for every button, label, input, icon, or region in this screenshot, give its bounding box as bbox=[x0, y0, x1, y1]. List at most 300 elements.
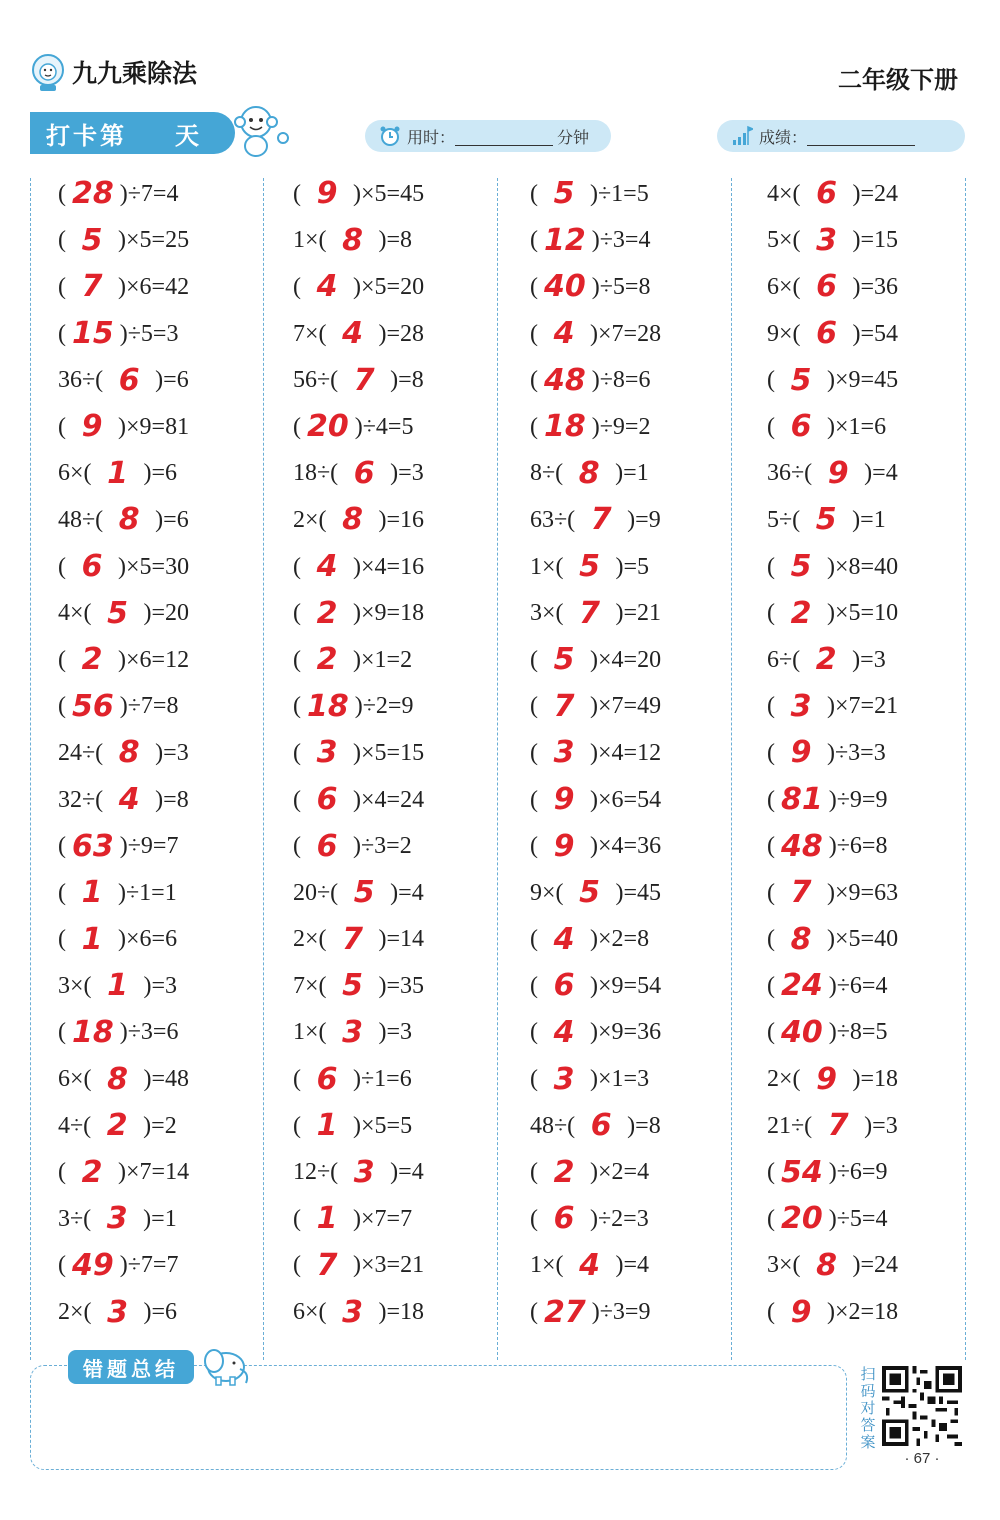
answer-handwritten[interactable]: 2 bbox=[106, 1108, 128, 1144]
exercise-prefix: 1×( bbox=[293, 227, 333, 254]
exercise-row bbox=[767, 684, 997, 731]
answer-handwritten[interactable]: 27 bbox=[544, 1294, 586, 1330]
answer-handwritten[interactable]: 5 bbox=[342, 968, 363, 1004]
scan-answer-label: 扫码对答案 bbox=[860, 1365, 876, 1451]
answer-handwritten[interactable]: 18 bbox=[72, 1014, 114, 1050]
answer-handwritten[interactable]: 7 bbox=[579, 595, 600, 631]
exercise-suffix: )×7=7 bbox=[347, 1205, 413, 1232]
answer-handwritten[interactable]: 7 bbox=[827, 1108, 849, 1144]
exercise-prefix: ( bbox=[293, 1205, 307, 1232]
exercise-prefix: 1×( bbox=[293, 1019, 333, 1046]
monkey-mascot-icon bbox=[230, 100, 292, 162]
exercise-prefix: 1×( bbox=[530, 553, 570, 580]
exercise-prefix: ( bbox=[530, 413, 544, 440]
exercise-row bbox=[530, 777, 760, 824]
exercise-prefix: ( bbox=[767, 972, 781, 999]
exercise-row bbox=[58, 264, 288, 311]
exercise-suffix: )=5 bbox=[609, 553, 650, 580]
exercise-row bbox=[530, 823, 760, 870]
answer-handwritten[interactable]: 24 bbox=[781, 968, 823, 1004]
answer-handwritten[interactable]: 48 bbox=[544, 362, 586, 398]
answer-handwritten[interactable]: 20 bbox=[307, 409, 349, 445]
exercise-row bbox=[767, 1056, 997, 1103]
exercise-suffix: )=36 bbox=[846, 273, 899, 300]
exercise-suffix: )÷1=1 bbox=[112, 879, 177, 906]
exercise-row bbox=[767, 1243, 997, 1290]
answer-handwritten[interactable]: 6 bbox=[353, 455, 375, 491]
exercise-prefix: ( bbox=[767, 739, 781, 766]
answer-handwritten[interactable]: 6 bbox=[816, 316, 837, 352]
time-input[interactable] bbox=[455, 127, 553, 146]
exercise-suffix: )=48 bbox=[137, 1066, 190, 1093]
answer-handwritten[interactable]: 5 bbox=[553, 176, 575, 212]
answer-handwritten[interactable]: 15 bbox=[72, 316, 114, 352]
exercise-row bbox=[58, 777, 288, 824]
exercise-prefix: ( bbox=[58, 1019, 72, 1046]
answer-handwritten[interactable]: 9 bbox=[827, 455, 849, 491]
exercise-suffix: )=16 bbox=[372, 506, 425, 533]
exercise-suffix: )×4=16 bbox=[347, 553, 425, 580]
answer-handwritten[interactable]: 5 bbox=[790, 362, 812, 398]
answer-handwritten[interactable]: 8 bbox=[107, 1061, 128, 1097]
exercise-suffix: )×9=18 bbox=[347, 600, 425, 627]
answer-handwritten[interactable]: 2 bbox=[316, 595, 338, 631]
exercise-row bbox=[58, 171, 288, 218]
exercise-prefix: ( bbox=[530, 1019, 544, 1046]
exercise-row bbox=[767, 1196, 997, 1243]
answer-handwritten[interactable]: 20 bbox=[781, 1201, 823, 1237]
exercise-row bbox=[530, 1196, 760, 1243]
answer-handwritten[interactable]: 2 bbox=[81, 642, 103, 678]
exercise-suffix: )=54 bbox=[846, 320, 899, 347]
answer-handwritten[interactable]: 9 bbox=[316, 176, 338, 212]
exercise-prefix: ( bbox=[767, 600, 781, 627]
exercise-row bbox=[293, 311, 523, 358]
score-input[interactable] bbox=[807, 127, 915, 146]
exercise-suffix: )÷3=9 bbox=[585, 1299, 651, 1326]
answer-handwritten[interactable]: 54 bbox=[781, 1154, 823, 1190]
exercise-prefix: ( bbox=[293, 600, 307, 627]
answer-handwritten[interactable]: 5 bbox=[579, 875, 600, 911]
exercise-prefix: ( bbox=[293, 1112, 307, 1139]
answer-handwritten[interactable]: 7 bbox=[790, 875, 812, 911]
exercise-row bbox=[58, 451, 288, 498]
answer-handwritten[interactable]: 3 bbox=[107, 1294, 128, 1330]
answer-handwritten[interactable]: 9 bbox=[816, 1061, 837, 1097]
answer-handwritten[interactable]: 6 bbox=[118, 362, 140, 398]
answer-handwritten[interactable]: 3 bbox=[342, 1294, 363, 1330]
answer-handwritten[interactable]: 4 bbox=[579, 1247, 600, 1283]
exercise-prefix: ( bbox=[293, 646, 307, 673]
exercise-prefix: ( bbox=[58, 879, 72, 906]
exercise-suffix: )×3=21 bbox=[347, 1252, 425, 1279]
exercise-row bbox=[530, 1289, 760, 1336]
exercise-suffix: )÷3=4 bbox=[585, 227, 651, 254]
exercise-suffix: )×6=6 bbox=[112, 926, 178, 953]
exercise-row bbox=[767, 544, 997, 591]
exercise-prefix: ( bbox=[58, 1159, 72, 1186]
exercise-row bbox=[293, 451, 523, 498]
exercise-suffix: )×9=54 bbox=[584, 972, 662, 999]
answer-handwritten[interactable]: 5 bbox=[553, 642, 575, 678]
answer-handwritten[interactable]: 3 bbox=[816, 222, 837, 258]
exercise-prefix: 12÷( bbox=[293, 1159, 345, 1186]
exercise-row bbox=[58, 1243, 288, 1290]
answer-handwritten[interactable]: 3 bbox=[342, 1014, 363, 1050]
exercise-row bbox=[58, 1196, 288, 1243]
exercise-suffix: )÷9=7 bbox=[113, 833, 179, 860]
exercise-row bbox=[767, 264, 997, 311]
exercise-row bbox=[293, 777, 523, 824]
exercise-suffix: )×5=40 bbox=[821, 926, 899, 953]
exercise-row bbox=[530, 451, 760, 498]
exercise-suffix: )=28 bbox=[372, 320, 425, 347]
answer-handwritten[interactable]: 9 bbox=[790, 1294, 812, 1330]
exercise-suffix: )×2=18 bbox=[821, 1299, 899, 1326]
exercise-suffix: )÷4=5 bbox=[348, 413, 414, 440]
exercise-suffix: )=6 bbox=[149, 506, 189, 533]
exercise-suffix: )×5=25 bbox=[112, 227, 190, 254]
exercise-suffix: )=8 bbox=[384, 367, 424, 394]
exercise-prefix: ( bbox=[58, 180, 72, 207]
exercise-row bbox=[58, 1149, 288, 1196]
answer-handwritten[interactable]: 9 bbox=[81, 409, 103, 445]
exercise-suffix: )÷9=2 bbox=[585, 413, 651, 440]
exercise-suffix: )×1=2 bbox=[347, 646, 413, 673]
answer-handwritten[interactable]: 4 bbox=[118, 782, 140, 818]
exercise-prefix: 32÷( bbox=[58, 786, 110, 813]
exercise-suffix: )÷7=8 bbox=[113, 693, 179, 720]
answer-handwritten[interactable]: 8 bbox=[578, 455, 600, 491]
exercise-prefix: 2×( bbox=[293, 926, 333, 953]
answer-handwritten[interactable]: 12 bbox=[544, 222, 586, 258]
exercise-suffix: )÷5=8 bbox=[585, 273, 651, 300]
exercise-prefix: ( bbox=[530, 273, 544, 300]
exercise-prefix: 2×( bbox=[767, 1066, 807, 1093]
exercise-row bbox=[293, 823, 523, 870]
exercise-suffix: )=15 bbox=[846, 227, 899, 254]
answer-handwritten[interactable]: 4 bbox=[316, 269, 338, 305]
exercise-prefix: 9×( bbox=[767, 320, 807, 347]
exercise-suffix: )=24 bbox=[846, 1252, 899, 1279]
exercise-row bbox=[293, 590, 523, 637]
answer-handwritten[interactable]: 3 bbox=[316, 735, 338, 771]
answer-handwritten[interactable]: 7 bbox=[553, 688, 575, 724]
exercise-prefix: 6×( bbox=[293, 1299, 333, 1326]
exercise-row bbox=[293, 1056, 523, 1103]
answer-handwritten[interactable]: 5 bbox=[815, 502, 837, 538]
exercise-prefix: ( bbox=[58, 926, 72, 953]
exercise-suffix: )×5=5 bbox=[347, 1112, 413, 1139]
exercise-suffix: )=1 bbox=[137, 1205, 177, 1232]
exercise-prefix: 21÷( bbox=[767, 1112, 819, 1139]
exercise-suffix: )×5=30 bbox=[112, 553, 190, 580]
answer-handwritten[interactable]: 1 bbox=[81, 921, 103, 957]
answer-handwritten[interactable]: 6 bbox=[316, 782, 338, 818]
exercise-prefix: ( bbox=[767, 553, 781, 580]
answer-handwritten[interactable]: 1 bbox=[81, 875, 103, 911]
exercise-row bbox=[58, 963, 288, 1010]
exercise-row bbox=[58, 870, 288, 917]
answer-handwritten[interactable]: 1 bbox=[107, 455, 128, 491]
exercise-row bbox=[293, 684, 523, 731]
exercise-prefix: ( bbox=[530, 786, 544, 813]
exercise-suffix: )=1 bbox=[609, 460, 649, 487]
answer-handwritten[interactable]: 3 bbox=[790, 688, 812, 724]
exercise-row bbox=[767, 171, 997, 218]
answer-handwritten[interactable]: 6 bbox=[553, 1201, 575, 1237]
answer-handwritten[interactable]: 2 bbox=[553, 1154, 575, 1190]
exercise-prefix: 56÷( bbox=[293, 367, 345, 394]
answer-handwritten[interactable]: 9 bbox=[553, 782, 575, 818]
answer-handwritten[interactable]: 3 bbox=[553, 1061, 575, 1097]
exercise-column-3 bbox=[530, 171, 760, 1336]
exercise-prefix: 2×( bbox=[293, 506, 333, 533]
answer-handwritten[interactable]: 6 bbox=[816, 176, 837, 212]
answer-handwritten[interactable]: 3 bbox=[353, 1154, 375, 1190]
header-title bbox=[30, 52, 197, 92]
exercise-prefix: ( bbox=[530, 926, 544, 953]
exercise-prefix: 6×( bbox=[767, 273, 807, 300]
exercise-row bbox=[767, 917, 997, 964]
exercise-suffix: )×6=54 bbox=[584, 786, 662, 813]
answer-handwritten[interactable]: 7 bbox=[342, 921, 363, 957]
answer-handwritten[interactable]: 49 bbox=[72, 1247, 114, 1283]
exercise-row bbox=[767, 1289, 997, 1336]
answer-handwritten[interactable]: 6 bbox=[553, 968, 575, 1004]
exercise-prefix: 24÷( bbox=[58, 739, 110, 766]
exercise-suffix: )=4 bbox=[858, 460, 898, 487]
exercise-suffix: )=3 bbox=[137, 972, 178, 999]
answer-handwritten[interactable]: 7 bbox=[353, 362, 375, 398]
exercise-prefix: ( bbox=[293, 833, 307, 860]
answer-handwritten[interactable]: 8 bbox=[816, 1247, 837, 1283]
answer-handwritten[interactable]: 8 bbox=[342, 502, 363, 538]
mistake-summary-label: 错题总结 bbox=[68, 1350, 194, 1384]
exercise-suffix: )÷8=5 bbox=[822, 1019, 888, 1046]
answer-handwritten[interactable]: 6 bbox=[81, 549, 103, 585]
exercise-row bbox=[293, 404, 523, 451]
exercise-suffix: )×9=36 bbox=[584, 1019, 662, 1046]
exercise-row bbox=[293, 497, 523, 544]
exercise-suffix: )÷6=4 bbox=[822, 972, 888, 999]
exercise-suffix: )×2=4 bbox=[584, 1159, 650, 1186]
answer-handwritten[interactable]: 8 bbox=[790, 921, 812, 957]
exercise-row bbox=[530, 870, 760, 917]
exercise-prefix: ( bbox=[293, 786, 307, 813]
qr-code-icon[interactable] bbox=[880, 1366, 964, 1446]
answer-handwritten[interactable]: 6 bbox=[316, 1061, 338, 1097]
exercise-prefix: 7×( bbox=[293, 972, 333, 999]
exercise-prefix: ( bbox=[530, 833, 544, 860]
answer-handwritten[interactable]: 1 bbox=[316, 1108, 338, 1144]
exercise-suffix: )=8 bbox=[621, 1112, 661, 1139]
answer-handwritten[interactable]: 18 bbox=[307, 688, 349, 724]
exercise-suffix: )÷6=8 bbox=[822, 833, 888, 860]
answer-handwritten[interactable]: 7 bbox=[590, 502, 612, 538]
answer-handwritten[interactable]: 2 bbox=[790, 595, 812, 631]
exercise-row bbox=[767, 218, 997, 265]
exercise-suffix: )=35 bbox=[372, 972, 425, 999]
score-field bbox=[717, 120, 965, 152]
exercise-prefix: ( bbox=[530, 367, 544, 394]
exercise-row bbox=[293, 1289, 523, 1336]
exercise-prefix: 1×( bbox=[530, 1252, 570, 1279]
exercise-prefix: ( bbox=[767, 1299, 781, 1326]
answer-handwritten[interactable]: 4 bbox=[316, 549, 338, 585]
exercise-prefix: ( bbox=[58, 553, 72, 580]
answer-handwritten[interactable]: 28 bbox=[72, 176, 114, 212]
column-border-left bbox=[30, 178, 31, 1360]
exercise-row bbox=[767, 637, 997, 684]
answer-handwritten[interactable]: 40 bbox=[781, 1014, 823, 1050]
answer-handwritten[interactable]: 5 bbox=[353, 875, 375, 911]
exercise-prefix: ( bbox=[58, 646, 72, 673]
exercise-row bbox=[530, 218, 760, 265]
exercise-suffix: )=3 bbox=[384, 460, 424, 487]
exercise-suffix: )×5=45 bbox=[347, 180, 425, 207]
exercise-suffix: )=1 bbox=[846, 506, 886, 533]
answer-handwritten[interactable]: 8 bbox=[118, 735, 140, 771]
exercise-suffix: )÷1=6 bbox=[347, 1066, 412, 1093]
answer-handwritten[interactable]: 5 bbox=[81, 222, 103, 258]
answer-handwritten[interactable]: 63 bbox=[72, 828, 114, 864]
exercise-row bbox=[767, 870, 997, 917]
answer-handwritten[interactable]: 7 bbox=[316, 1247, 338, 1283]
exercise-row bbox=[293, 1010, 523, 1057]
answer-handwritten[interactable]: 6 bbox=[790, 409, 812, 445]
answer-handwritten[interactable]: 7 bbox=[81, 269, 103, 305]
exercise-row bbox=[58, 404, 288, 451]
answer-handwritten[interactable]: 6 bbox=[816, 269, 837, 305]
exercise-prefix: 5÷( bbox=[767, 506, 807, 533]
exercise-prefix: 36÷( bbox=[767, 460, 819, 487]
exercise-prefix: ( bbox=[58, 833, 72, 860]
exercise-row bbox=[767, 730, 997, 777]
exercise-row bbox=[293, 1103, 523, 1150]
exercise-prefix: ( bbox=[293, 413, 307, 440]
answer-handwritten[interactable]: 40 bbox=[544, 269, 586, 305]
exercise-row bbox=[293, 1243, 523, 1290]
exercise-prefix: ( bbox=[530, 646, 544, 673]
exercise-row bbox=[58, 590, 288, 637]
exercise-suffix: )×4=24 bbox=[347, 786, 425, 813]
exercise-row bbox=[530, 1056, 760, 1103]
exercise-suffix: )×5=10 bbox=[821, 600, 899, 627]
exercise-prefix: ( bbox=[767, 693, 781, 720]
exercise-prefix: 8÷( bbox=[530, 460, 570, 487]
exercise-prefix: 48÷( bbox=[58, 506, 110, 533]
exercise-suffix: )×7=28 bbox=[584, 320, 662, 347]
exercise-suffix: )=3 bbox=[149, 739, 189, 766]
answer-handwritten[interactable]: 8 bbox=[118, 502, 140, 538]
exercise-suffix: )÷3=2 bbox=[347, 833, 412, 860]
exercise-prefix: 20÷( bbox=[293, 879, 345, 906]
answer-handwritten[interactable]: 4 bbox=[553, 1014, 575, 1050]
exercise-suffix: )=3 bbox=[372, 1019, 413, 1046]
answer-handwritten[interactable]: 4 bbox=[553, 316, 575, 352]
exercise-prefix: ( bbox=[58, 693, 72, 720]
exercise-prefix: ( bbox=[293, 1066, 307, 1093]
exercise-prefix: ( bbox=[58, 1252, 72, 1279]
exercise-suffix: )=6 bbox=[149, 367, 189, 394]
exercise-row bbox=[58, 1056, 288, 1103]
answer-handwritten[interactable]: 6 bbox=[590, 1108, 612, 1144]
exercise-suffix: )×8=40 bbox=[821, 553, 899, 580]
answer-handwritten[interactable]: 56 bbox=[72, 688, 114, 724]
answer-handwritten[interactable]: 1 bbox=[316, 1201, 338, 1237]
page-number: · 67 · bbox=[904, 1450, 940, 1467]
chart-flag-icon bbox=[731, 125, 753, 147]
exercise-prefix: ( bbox=[58, 320, 72, 347]
exercise-prefix: ( bbox=[293, 553, 307, 580]
exercise-row bbox=[530, 1103, 760, 1150]
exercise-prefix: ( bbox=[530, 1205, 544, 1232]
exercise-row bbox=[58, 1289, 288, 1336]
exercise-prefix: ( bbox=[530, 180, 544, 207]
elephant-icon bbox=[196, 1343, 252, 1387]
answer-handwritten[interactable]: 9 bbox=[790, 735, 812, 771]
answer-handwritten[interactable]: 5 bbox=[107, 595, 128, 631]
answer-handwritten[interactable]: 2 bbox=[316, 642, 338, 678]
exercise-suffix: )÷5=4 bbox=[822, 1205, 888, 1232]
exercise-prefix: 18÷( bbox=[293, 460, 345, 487]
answer-handwritten[interactable]: 4 bbox=[553, 921, 575, 957]
exercise-row bbox=[767, 1149, 997, 1196]
answer-handwritten[interactable]: 48 bbox=[781, 828, 823, 864]
exercise-suffix: )÷9=9 bbox=[822, 786, 888, 813]
exercise-prefix: ( bbox=[293, 693, 307, 720]
exercise-row bbox=[767, 311, 997, 358]
exercise-prefix: 48÷( bbox=[530, 1112, 582, 1139]
exercise-suffix: )=18 bbox=[846, 1066, 899, 1093]
exercise-suffix: )×1=3 bbox=[584, 1066, 650, 1093]
answer-handwritten[interactable]: 8 bbox=[342, 222, 363, 258]
exercise-prefix: 6×( bbox=[58, 460, 98, 487]
exercise-prefix: 36÷( bbox=[58, 367, 110, 394]
answer-handwritten[interactable]: 9 bbox=[553, 828, 575, 864]
exercise-suffix: )×5=20 bbox=[347, 273, 425, 300]
exercise-prefix: ( bbox=[293, 273, 307, 300]
answer-handwritten[interactable]: 2 bbox=[815, 642, 837, 678]
answer-handwritten[interactable]: 81 bbox=[781, 782, 823, 818]
exercise-suffix: )÷2=3 bbox=[584, 1205, 649, 1232]
answer-handwritten[interactable]: 2 bbox=[81, 1154, 103, 1190]
answer-handwritten[interactable]: 18 bbox=[544, 409, 586, 445]
answer-handwritten[interactable]: 6 bbox=[316, 828, 338, 864]
exercise-column-1 bbox=[58, 171, 288, 1336]
exercise-suffix: )=2 bbox=[137, 1112, 177, 1139]
book-title: 九九乘除法 bbox=[72, 59, 198, 88]
answer-handwritten[interactable]: 5 bbox=[790, 549, 812, 585]
answer-handwritten[interactable]: 1 bbox=[107, 968, 128, 1004]
exercise-prefix: 9×( bbox=[530, 879, 570, 906]
check-in-suffix: 天 bbox=[175, 121, 202, 150]
answer-handwritten[interactable]: 3 bbox=[106, 1201, 128, 1237]
exercise-prefix: ( bbox=[530, 1066, 544, 1093]
answer-handwritten[interactable]: 4 bbox=[342, 316, 363, 352]
exercise-suffix: )×4=12 bbox=[584, 739, 662, 766]
alarm-clock-icon bbox=[379, 125, 401, 147]
answer-handwritten[interactable]: 3 bbox=[553, 735, 575, 771]
exercise-suffix: )×9=63 bbox=[821, 879, 899, 906]
exercise-suffix: )×4=20 bbox=[584, 646, 662, 673]
exercise-row bbox=[530, 730, 760, 777]
exercise-suffix: )÷6=9 bbox=[822, 1159, 888, 1186]
exercise-row bbox=[767, 590, 997, 637]
answer-handwritten[interactable]: 5 bbox=[579, 549, 600, 585]
exercise-row bbox=[58, 544, 288, 591]
